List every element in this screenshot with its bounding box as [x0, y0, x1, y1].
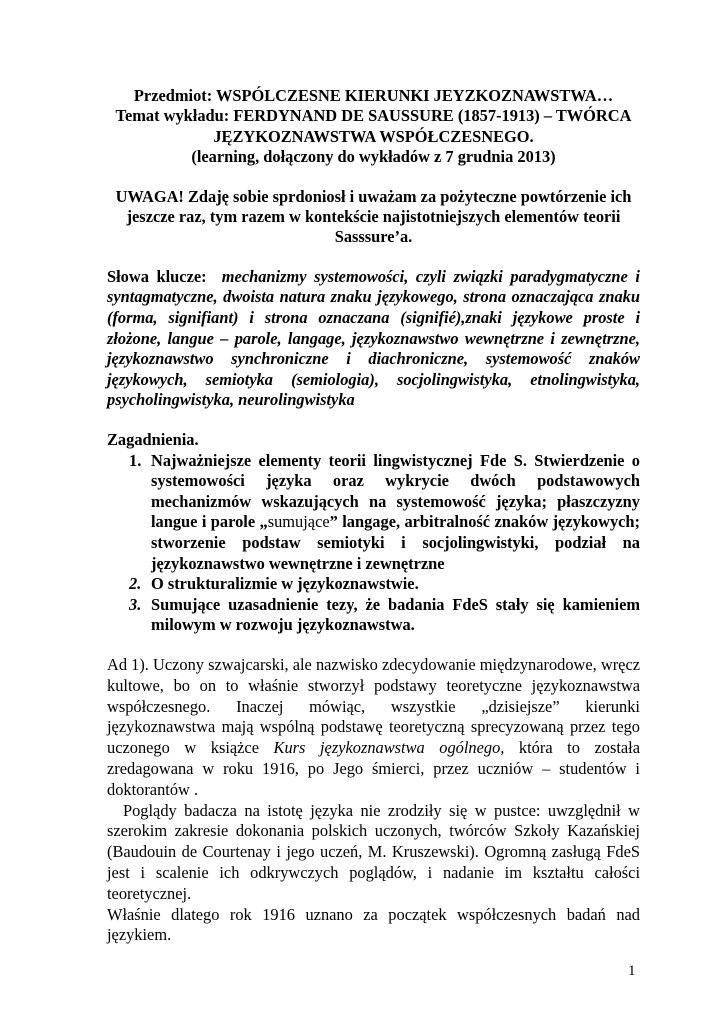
issues-list-wrap	[129, 451, 640, 636]
keywords-paragraph	[107, 267, 640, 411]
notice-line-3: Sasssure’a.	[334, 227, 413, 247]
issue-number-3: 3.	[129, 594, 142, 614]
document-page	[107, 86, 640, 946]
lecture-topic-line-cont: JĘZYKOZNAWSTWA WSPÓŁCZESNEGO.	[213, 126, 534, 146]
body-paragraph-3: Właśnie dlatego rok 1916 uznano za początek współczesnych badań nad językiem.	[107, 904, 640, 945]
issues-list	[129, 451, 640, 636]
issues-heading: Zagadnienia.	[107, 430, 199, 449]
book-title: Kurs językoznawstwa ogólnego,	[273, 738, 505, 758]
issue-number-1: 1.	[129, 450, 142, 470]
page-number: 1	[628, 963, 636, 979]
notice-block	[107, 187, 640, 248]
p1-text-b: która to została zredagowana w roku 1916, po Jego śmierci, przez uczniów – studentów i doktorantów .	[107, 738, 640, 799]
issue-text-2: O strukturalizmie w językoznawstwie.	[151, 574, 419, 594]
body-paragraph-1	[107, 655, 640, 801]
issue-text-1b: ” langage, arbitralność znaków językowych; stworzenie podstaw semiotyki i socjolingwistyki, podział na językoznawstwo wewnętrzne i zewnętrzne	[151, 512, 640, 573]
document-header	[107, 86, 640, 168]
notice-line-2: jeszcze raz, tym razem w kontekście najistotniejszych elementów teorii	[126, 207, 621, 227]
issue-text-1a: Najważniejsze elementy teorii lingwistycznej Fde S. Stwierdzenie o systemowości języka oraz wykrycie dwóch podstawowych mechanizmów wskazujących na systemowość języka; płaszczyzny langue i parole „	[151, 450, 640, 532]
issue-text-3: Sumujące uzasadnienie tezy, że badania FdeS stały się kamieniem milowym w rozwoju językoznawstwa.	[151, 594, 640, 635]
subject-line: Przedmiot: WSPÓLCZESNE KIERUNKI JEYZKOZNAWSTWA…	[133, 86, 614, 105]
lecture-date-line: (learning, dołączony do wykładów z 7 grudnia 2013)	[191, 147, 556, 167]
issue-item-1	[129, 451, 640, 575]
keywords-text: mechanizmy systemowości, czyli związki paradygmatyczne i syntagmatyczne, dwoista natura znaku językowego, strona oznaczająca znaku (forma, signifiant) i strona oznaczana (signifié),znaki językowe proste i złożone, langue – parole, langage, językoznawstwo wewnętrzne i zewnętrzne, językoznawstwo synchroniczne i diachroniczne, systemowość znaków językowych, semiotyka (semiologia), socjolingwistyka, etnolingwistyka, psycholingwistyka, neurolingwistyka	[107, 266, 640, 410]
issue-number-2: 2.	[129, 574, 142, 594]
issue-item-2	[129, 574, 640, 595]
body-paragraph-2: Poglądy badacza na istotę języka nie zrodziły się w pustce: uwzględnił w szerokim zakresie dokonania polskich uczonych, twórców Szkoły Kazańskiej (Baudouin de Courtenay i jego uczeń, M. Kruszewski). Ogromną zasługą FdeS jest i scalenie ich odkrywczych poglądów, i nadanie im kształtu całości teoretycznej.	[107, 800, 640, 903]
notice-line-1: UWAGA! Zdaję sobie sprdoniosł i uważam za pożyteczne powtórzenie ich	[115, 186, 632, 206]
lecture-topic-line: Temat wykładu: FERDYNAND DE SAUSSURE (1857-1913) – TWÓRCA	[115, 106, 632, 126]
keywords-label: Słowa klucze:	[107, 266, 207, 286]
issue-item-3	[129, 595, 640, 636]
issue-text-1-quoted: sumujące	[267, 512, 330, 532]
p1-text-a: Ad 1). Uczony szwajcarski, ale nazwisko zdecydowanie międzynarodowe, wręcz kultowe, bo on to właśnie stworzył podstawy teoretyczne językoznawstwa współczesnego. Inaczej mówiąc, wszystkie „dzisiejsze” kierunki językoznawstwa mają wspólną podstawę teoretyczną sprecyzowaną przez tego uczonego w książce	[107, 654, 640, 758]
